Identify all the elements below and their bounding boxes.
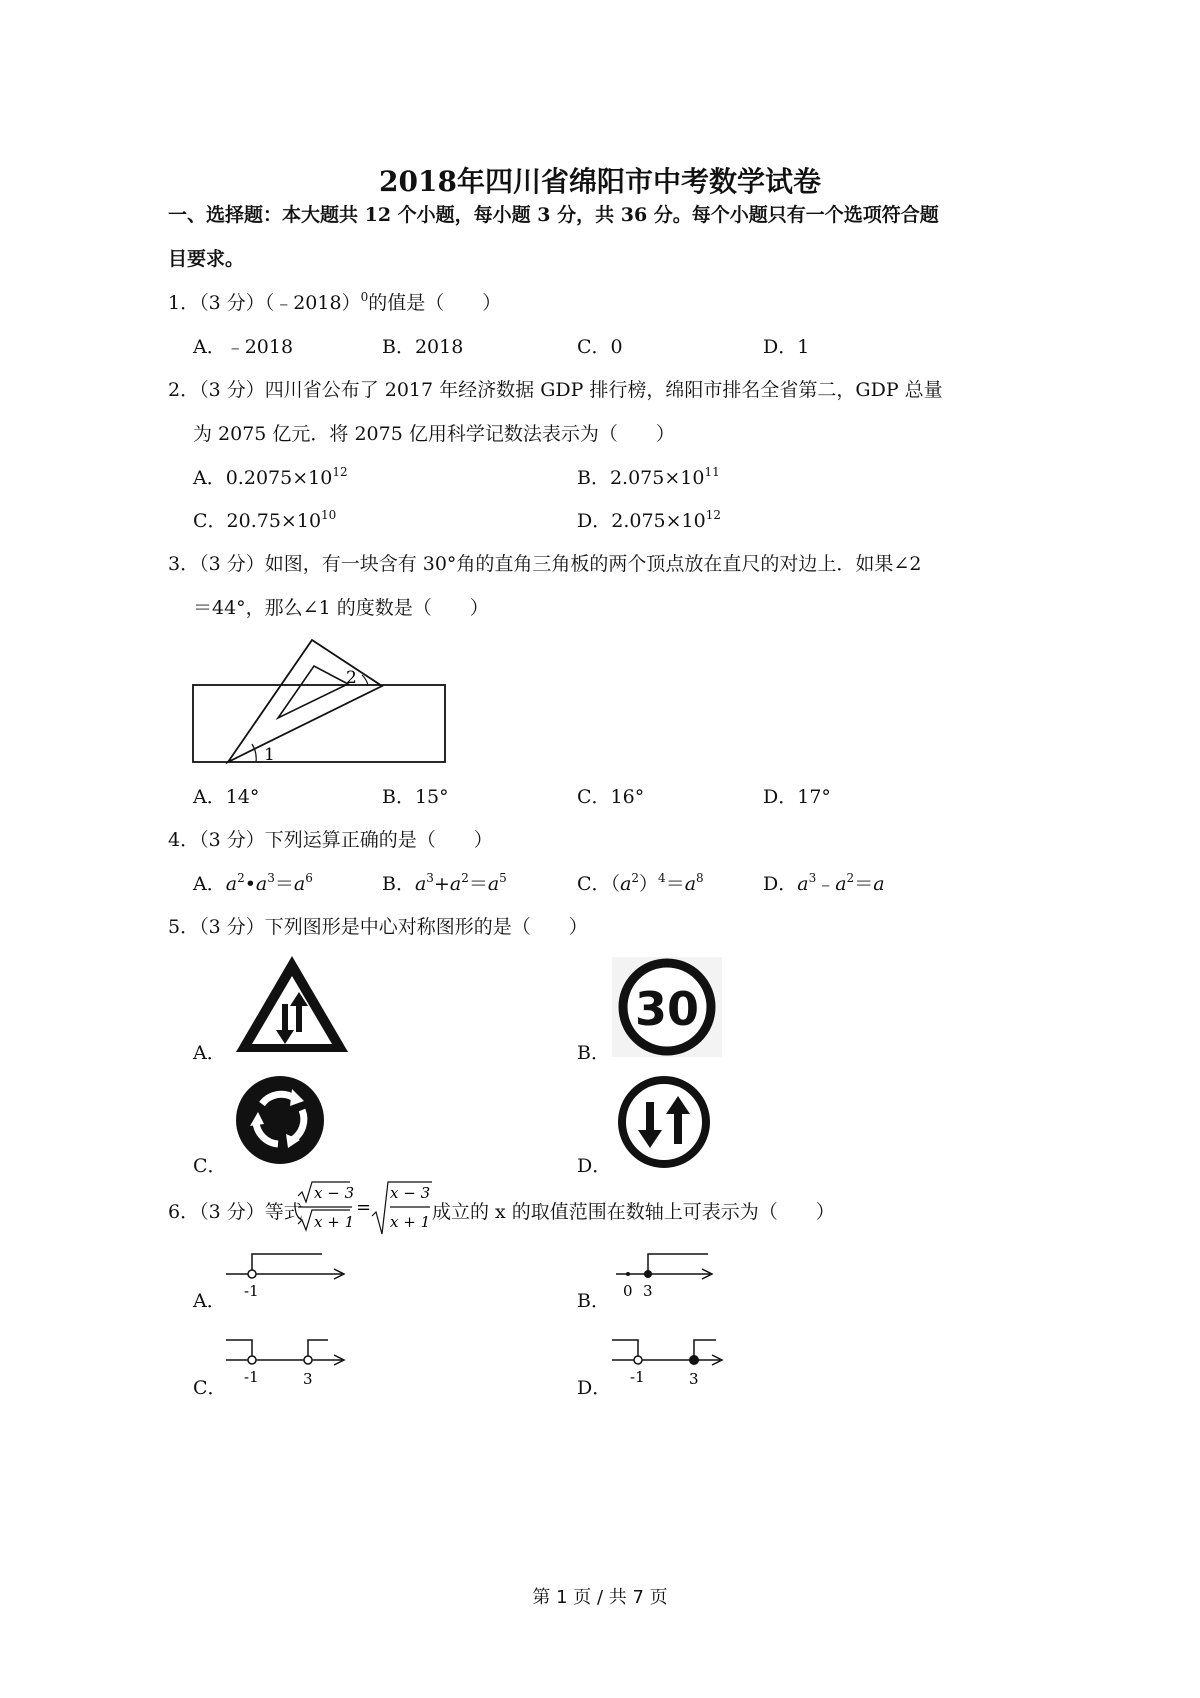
svg-text:30: 30	[634, 982, 700, 1036]
q2-option-d: D．$2.075\times 10^{12}$	[577, 508, 722, 532]
q6-number-line-a	[222, 1250, 352, 1304]
q3-option-d: D．17°	[763, 786, 831, 808]
angle2-label: 2	[346, 668, 357, 688]
angle1-label: 1	[264, 745, 275, 765]
section-heading-line2: 目要求。	[168, 248, 245, 270]
q3-option-c: C．16°	[577, 786, 645, 808]
q2-stem-line2: 为 2075 亿元．将 2075 亿用科学记数法表示为（ ）	[193, 423, 675, 445]
warning-triangle-sign-icon	[232, 952, 352, 1056]
q2-option-b: B．$2.075\times 10^{11}$	[577, 465, 720, 489]
roundabout-sign-icon	[232, 1074, 328, 1166]
two-way-arrows-sign-icon	[616, 1074, 712, 1170]
q3-option-b: B．15°	[382, 786, 449, 808]
ruler-triangle-figure	[190, 632, 450, 767]
q4-option-c: C．$(a^2)^4=a^8$	[577, 871, 704, 895]
q3-stem-line2: ＝44°，那么∠1 的度数是（ ）	[193, 597, 489, 619]
svg-text:-1: -1	[244, 1368, 259, 1386]
q6-number-line-c	[222, 1334, 352, 1390]
q4-stem: 4．（3 分）下列运算正确的是（ ）	[168, 829, 493, 851]
svg-text:3: 3	[303, 1370, 313, 1388]
svg-text:x + 1: x + 1	[314, 1213, 355, 1231]
q5-stem: 5．（3 分）下列图形是中心对称图形的是（ ）	[168, 916, 588, 938]
svg-text:-1: -1	[244, 1282, 259, 1300]
page-title: 2018年四川省绵阳市中考数学试卷	[379, 165, 821, 198]
svg-text:x + 1: x + 1	[390, 1213, 431, 1231]
section-heading-line1: 一、选择题：本大题共 12 个小题，每小题 3 分，共 36 分。每个小题只有一个选项符合题	[168, 204, 939, 226]
q1-option-a: A．﹣2018	[193, 336, 294, 358]
q6-stem-pre: 6．（3 分）等式	[168, 1201, 303, 1223]
q6-stem-post: 成立的 x 的取值范围在数轴上可表示为（ ）	[432, 1201, 835, 1223]
q1-option-b: B．2018	[382, 336, 464, 358]
q5-option-b-label: B．	[577, 1042, 610, 1064]
svg-text:x − 3: x − 3	[390, 1184, 431, 1202]
q3-option-a: A．14°	[193, 786, 260, 808]
triangle-outer	[228, 640, 382, 762]
q6-option-c-label: C．	[193, 1377, 227, 1399]
q2-option-a: A．$0.2075\times 10^{12}$	[193, 465, 348, 489]
svg-text:-1: -1	[630, 1368, 645, 1386]
ruler-rect	[193, 685, 445, 762]
svg-text:0: 0	[623, 1282, 633, 1300]
svg-text:3: 3	[689, 1370, 699, 1388]
q2-option-c: C．$20.75\times 10^{10}$	[193, 508, 337, 532]
q6-option-d-label: D．	[577, 1377, 612, 1399]
q2-stem-line1: 2．（3 分）四川省公布了 2017 年经济数据 GDP 排行榜，绵阳市排名全省第二，GDP 总量	[168, 379, 943, 401]
angle1-arc	[252, 744, 256, 762]
svg-text:3: 3	[643, 1282, 653, 1300]
q1-option-d: D．1	[763, 336, 810, 358]
q6-option-b-label: B．	[577, 1290, 610, 1312]
q1-stem: 1．（3 分）（﹣2018）$^0$的值是（ ）	[168, 290, 502, 314]
q6-number-line-b	[612, 1250, 722, 1304]
page-footer: 第 1 页 / 共 7 页	[532, 1587, 668, 1608]
speed-limit-30-sign-icon	[612, 957, 722, 1057]
svg-text:x − 3: x − 3	[314, 1184, 355, 1202]
q4-option-d: D．$a^3﹣a^2=a$	[763, 871, 885, 895]
q5-option-c-label: C．	[193, 1155, 227, 1177]
q6-equation	[294, 1180, 434, 1240]
q5-option-d-label: D．	[577, 1155, 612, 1177]
q1-option-c: C．0	[577, 336, 623, 358]
q6-option-a-label: A．	[193, 1290, 226, 1312]
q3-stem-line1: 3．（3 分）如图，有一块含有 30°角的直角三角板的两个顶点放在直尺的对边上．如果∠2	[168, 553, 922, 575]
q4-option-a: A．$a^2•a^3=a^6$	[193, 871, 313, 895]
q5-option-a-label: A．	[193, 1042, 226, 1064]
q6-number-line-d	[608, 1334, 732, 1390]
q4-option-b: B．$a^3+a^2=a^5$	[382, 871, 507, 895]
svg-text:=: =	[356, 1197, 372, 1218]
